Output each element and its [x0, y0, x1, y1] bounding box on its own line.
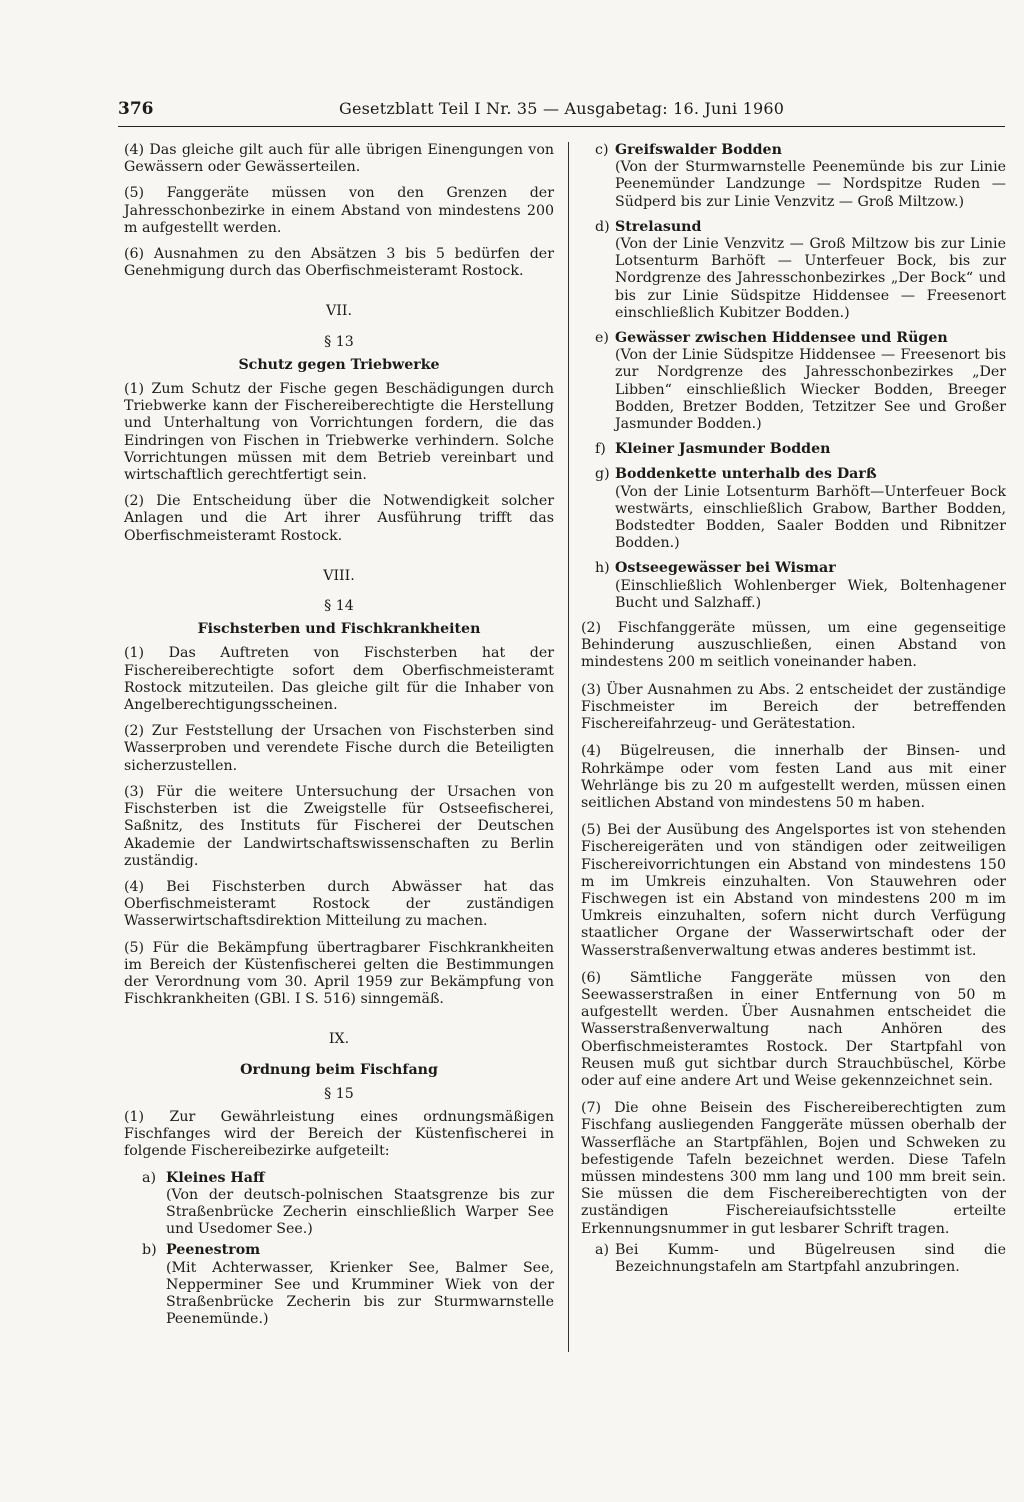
paragraph: (2) Fischfanggeräte müssen, um eine gegenseitige Behinderung auszuschließen, einen Abstand von mindestens 200 m seitlich voneinander haben.	[581, 620, 1006, 671]
sub-item-text: Bei Kumm- und Bügelreusen sind die Bezeichnungstafeln am Startpfahl anzubringen.	[615, 1241, 1006, 1275]
item-letter: e)	[595, 330, 609, 347]
page-header	[118, 96, 1005, 127]
paragraph: (5) Bei der Ausübung des Angelsportes ist von stehenden Fischereigeräten und von ständigen oder zeitweiligen Fischereivorrichtungen ein Abstand von mindestens 150 m im Umkreis einzuhalten. Von Stauwehren oder Fischwegen ist ein Abstand von mindestens 200 m im Umkreis einzuhalten, sofern nicht durch Verfügung staatlicher Organe der Wasserwirtschaft oder der Wasserstraßenverwaltung etwas anderes bestimmt ist.	[581, 822, 1006, 959]
paragraph: (5) Fanggeräte müssen von den Grenzen der Jahresschonbezirke in einem Abstand von mindestens 200 m aufgestellt werden.	[124, 185, 554, 236]
paragraph: (4) Bügelreusen, die innerhalb der Binsen- und Rohrkämpe oder vom festen Land aus mit einer Wehrlänge bis zu 20 m aufgestellt werden, müssen einen seitlichen Abstand von mindestens 50 m haben.	[581, 743, 1006, 811]
paragraph: (3) Für die weitere Untersuchung der Ursachen von Fischsterben ist die Zweigstelle für Ostseefischerei, Saßnitz, des Instituts für Fischerei der Deutschen Akademie der Landwirtschaftswissenschaften zu Berlin zuständig.	[124, 783, 554, 869]
item-title: Boddenkette unterhalb des Darß	[615, 466, 877, 483]
section-heading: Ordnung beim Fischfang	[240, 1061, 438, 1078]
page-number: 376	[118, 99, 154, 119]
paragraph: (1) Zum Schutz der Fische gegen Beschädigungen durch Triebwerke kann der Fischereiberechtigte die Herstellung und Unterhaltung von Vorrichtungen fordern, die das Eindringen von Fischen in Triebwerke verhindern. Solche Vorrichtungen müssen mit dem Betrieb vereinbart und wirtschaftlich gerechtfertigt sein.	[124, 381, 554, 484]
paragraph: (1) Zur Gewährleistung eines ordnungsmäßigen Fischfanges wird der Bereich der Küstenfischerei in folgende Fischereibezirke aufgeteilt:	[124, 1108, 554, 1160]
district-item-c	[581, 142, 1006, 211]
item-description: (Von der Linie Südspitze Hiddensee — Freesenort bis zur Nordgrenze des Jahresschonbezirkes „Der Libben“ einschließlich Wiecker Bodden, Breeger Bodden, Bretzer Bodden, Tetzitzer See und Großer Jasmunder Bodden.)	[615, 347, 1006, 433]
item-letter: f)	[595, 441, 606, 458]
paragraph: (2) Zur Feststellung der Ursachen von Fischsterben sind Wasserproben und verendete Fische durch die Beteiligten sicherzustellen.	[124, 723, 554, 774]
paragraph: (6) Ausnahmen zu den Absätzen 3 bis 5 bedürfen der Genehmigung durch das Oberfischmeisteramt Rostock.	[124, 246, 554, 280]
sub-item-a	[581, 1242, 1006, 1276]
right-column	[581, 142, 1006, 1276]
item-letter: g)	[595, 466, 610, 483]
paragraph: (4) Bei Fischsterben durch Abwässer hat das Oberfischmeisteramt Rostock der zuständigen Wasserwirtschaftsdirektion Mitteilung zu machen.	[124, 878, 554, 930]
paragraph: (7) Die ohne Beisein des Fischereiberechtigten zum Fischfang ausliegenden Fanggeräte müssen oberhalb der Wasserfläche an Startpfählen, Bojen und Schweken zu befestigende Tafeln bezeichnet werden. Diese Tafeln müssen mindestens 300 mm lang und 100 mm breit sein. Sie müssen die dem Fischereiberechtigten von der zuständigen Fischereiaufsichtsstelle erteilte Erkennungsnummer in gut lesbarer Schrift tragen.	[581, 1100, 1006, 1237]
item-letter: c)	[595, 142, 609, 158]
section-heading: Schutz gegen Triebwerke	[238, 356, 440, 373]
section-paragraph-13: § 13	[324, 333, 354, 350]
item-title: Peenestrom	[166, 1242, 261, 1259]
district-item-d	[581, 219, 1006, 322]
paragraph: (3) Über Ausnahmen zu Abs. 2 entscheidet der zuständige Fischmeister im Bereich der betreffenden Fischereifahrzeug- und Gerätestation.	[581, 681, 1006, 733]
district-item-f	[581, 441, 1006, 458]
item-description: (Von der Sturmwarnstelle Peenemünde bis zur Linie Peenemünder Landzunge — Nordspitze Ruden — Südperd bis zur Linie Venzvitz — Groß Miltzow.)	[615, 159, 1006, 210]
item-title: Kleiner Jasmunder Bodden	[615, 441, 831, 458]
district-item-g	[581, 466, 1006, 552]
paragraph: (5) Für die Bekämpfung übertragbarer Fischkrankheiten im Bereich der Küstenfischerei gelten die Bestimmungen der Verordnung vom 30. April 1959 zur Bekämpfung von Fischkrankheiten (GBl. I S. 516) sinngemäß.	[124, 939, 554, 1008]
gazette-title: Gesetzblatt Teil I Nr. 35 — Ausgabetag: 16. Juni 1960	[339, 99, 785, 118]
paragraph: (6) Sämtliche Fanggeräte müssen von den Seewasserstraßen in einer Entfernung von 50 m aufgestellt werden. Über Ausnahmen entscheidet die Wasserstraßenverwaltung nach Anhören des Oberfischmeisteramtes Rostock. Der Startpfahl von Reusen muß gut sichtbar durch Strauchbüschel, Körbe oder auf eine andere Art und Weise gekennzeichnet sein.	[581, 969, 1006, 1089]
section-heading: Fischsterben und Fischkrankheiten	[197, 621, 481, 638]
district-item-b	[124, 1242, 554, 1328]
paragraph: (2) Die Entscheidung über die Notwendigkeit solcher Anlagen und die Art ihrer Ausführung trifft das Oberfischmeisteramt Rostock.	[124, 493, 554, 544]
item-title: Gewässer zwischen Hiddensee und Rügen	[615, 330, 948, 347]
item-letter: a)	[595, 1241, 609, 1258]
item-letter: b)	[142, 1242, 157, 1259]
item-description: (Mit Achterwasser, Krienker See, Balmer See, Nepperminer See und Krumminer Wiek von der Straßenbrücke Zecherin bis zur Sturmwarnstelle Peenemünde.)	[166, 1259, 554, 1328]
item-letter: d)	[595, 218, 610, 235]
item-letter: a)	[142, 1169, 156, 1186]
paragraph: (1) Das Auftreten von Fischsterben hat der Fischereiberechtigte sofort dem Oberfischmeisteramt Rostock mitzuteilen. Das gleiche gilt für die Inhaber von Angelberechtigungsscheinen.	[124, 645, 554, 714]
item-description: (Einschließlich Wohlenberger Wiek, Boltenhagener Bucht und Salzhaff.)	[615, 577, 1006, 611]
item-description: (Von der Linie Venzvitz — Groß Miltzow bis zur Linie Lotsenturm Barhöft — Unterfeuer Bock, bis zur Nordgrenze des Jahresschonbezirkes „Der Bock“ und bis zur Linie Südspitze Hiddensee — Freesenort einschließlich Kubitzer Bodden.)	[615, 236, 1006, 321]
item-title: Strelasund	[615, 218, 702, 235]
section-roman-vii: VII.	[326, 303, 352, 320]
section-roman-viii: VIII.	[323, 567, 355, 584]
district-item-h	[581, 560, 1006, 612]
column-divider	[568, 142, 569, 1352]
district-item-e	[581, 330, 1006, 433]
item-letter: h)	[595, 560, 610, 577]
section-roman-ix: IX.	[328, 1031, 350, 1048]
left-column	[124, 142, 554, 1332]
section-paragraph-15: § 15	[324, 1085, 354, 1102]
section-paragraph-14: § 14	[324, 598, 354, 615]
district-item-a	[124, 1170, 554, 1239]
item-description: (Von der deutsch-polnischen Staatsgrenze bis zur Straßenbrücke Zecherin einschließlich Warper See und Usedomer See.)	[166, 1186, 554, 1238]
item-title: Kleines Haff	[166, 1169, 265, 1186]
item-description: (Von der Linie Lotsenturm Barhöft—Unterfeuer Bock westwärts, einschließlich Grabow, Barther Bodden, Bodstedter Bodden, Saaler Bodden und Ribnitzer Bodden.)	[615, 483, 1006, 552]
paragraph: (4) Das gleiche gilt auch für alle übrigen Einengungen von Gewässern oder Gewässerteilen.	[124, 142, 554, 176]
item-title: Greifswalder Bodden	[615, 142, 782, 158]
item-title: Ostseegewässer bei Wismar	[615, 560, 836, 577]
